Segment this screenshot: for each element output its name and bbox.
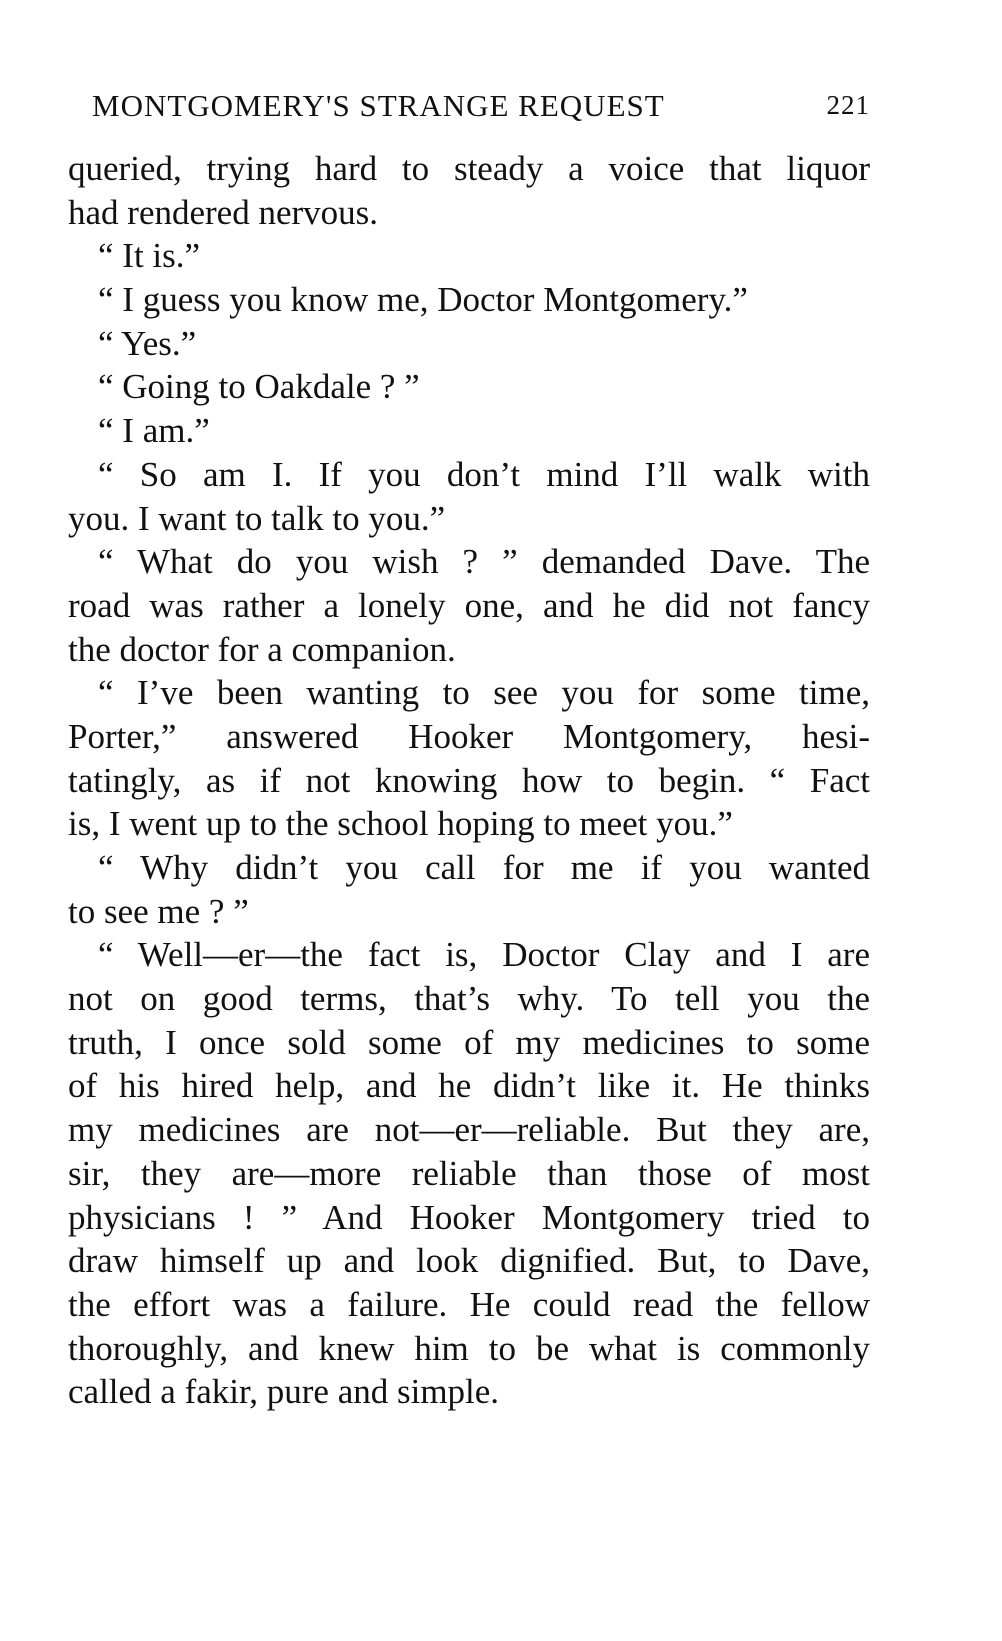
- text-line: to see me ? ”: [68, 891, 249, 931]
- text-line: the effort was a failure. He could read the fellow: [68, 1284, 870, 1324]
- text-line: “ Well—er—the fact is, Doctor Clay and I are: [98, 935, 870, 975]
- text-line: “ Going to Oakdale ? ”: [98, 367, 420, 407]
- text-line: “ I guess you know me, Doctor Montgomery.”: [98, 280, 748, 320]
- running-head: [92, 88, 870, 132]
- body-text: [68, 147, 870, 1414]
- text-line: called a fakir, pure and simple.: [68, 1372, 500, 1412]
- text-line: you. I want to talk to you.”: [68, 498, 446, 538]
- text-line: thoroughly, and knew him to be what is commonly: [68, 1328, 870, 1368]
- text-line: queried, trying hard to steady a voice that liquor: [68, 149, 870, 188]
- text-line: sir, they are—more reliable than those of most: [68, 1153, 870, 1193]
- text-line: draw himself up and look dignified. But, to Dave,: [68, 1241, 870, 1281]
- text-line: “ Why didn’t you call for me if you wanted: [98, 848, 870, 887]
- text-line: tatingly, as if not knowing how to begin. “ Fact: [68, 760, 870, 800]
- text-line: the doctor for a companion.: [68, 629, 456, 669]
- text-line: had rendered nervous.: [68, 192, 379, 232]
- text-line: of his hired help, and he didn’t like it. He thinks: [68, 1066, 870, 1106]
- text-line: “ I am.”: [98, 411, 210, 451]
- text-line: not on good terms, that’s why. To tell you the: [68, 979, 870, 1019]
- text-line: “ So am I. If you don’t mind I’ll walk with: [98, 454, 870, 494]
- text-line: my medicines are not—er—reliable. But they are,: [68, 1110, 870, 1150]
- text-line: “ It is.”: [98, 236, 201, 276]
- text-line: Porter,” answered Hooker Montgomery, hesi-: [68, 716, 870, 756]
- text-line: “ I’ve been wanting to see you for some time,: [98, 673, 870, 713]
- text-line: truth, I once sold some of my medicines to some: [68, 1022, 870, 1062]
- text-line: “ What do you wish ? ” demanded Dave. The: [98, 542, 870, 582]
- text-line: “ Yes.”: [98, 323, 197, 363]
- text-line: road was rather a lonely one, and he did not fancy: [68, 585, 870, 625]
- page-number: 221: [826, 90, 870, 120]
- text-line: is, I went up to the school hoping to meet you.”: [68, 804, 733, 844]
- text-line: physicians ! ” And Hooker Montgomery tried to: [68, 1197, 870, 1237]
- running-title: MONTGOMERY'S STRANGE REQUEST: [92, 88, 665, 123]
